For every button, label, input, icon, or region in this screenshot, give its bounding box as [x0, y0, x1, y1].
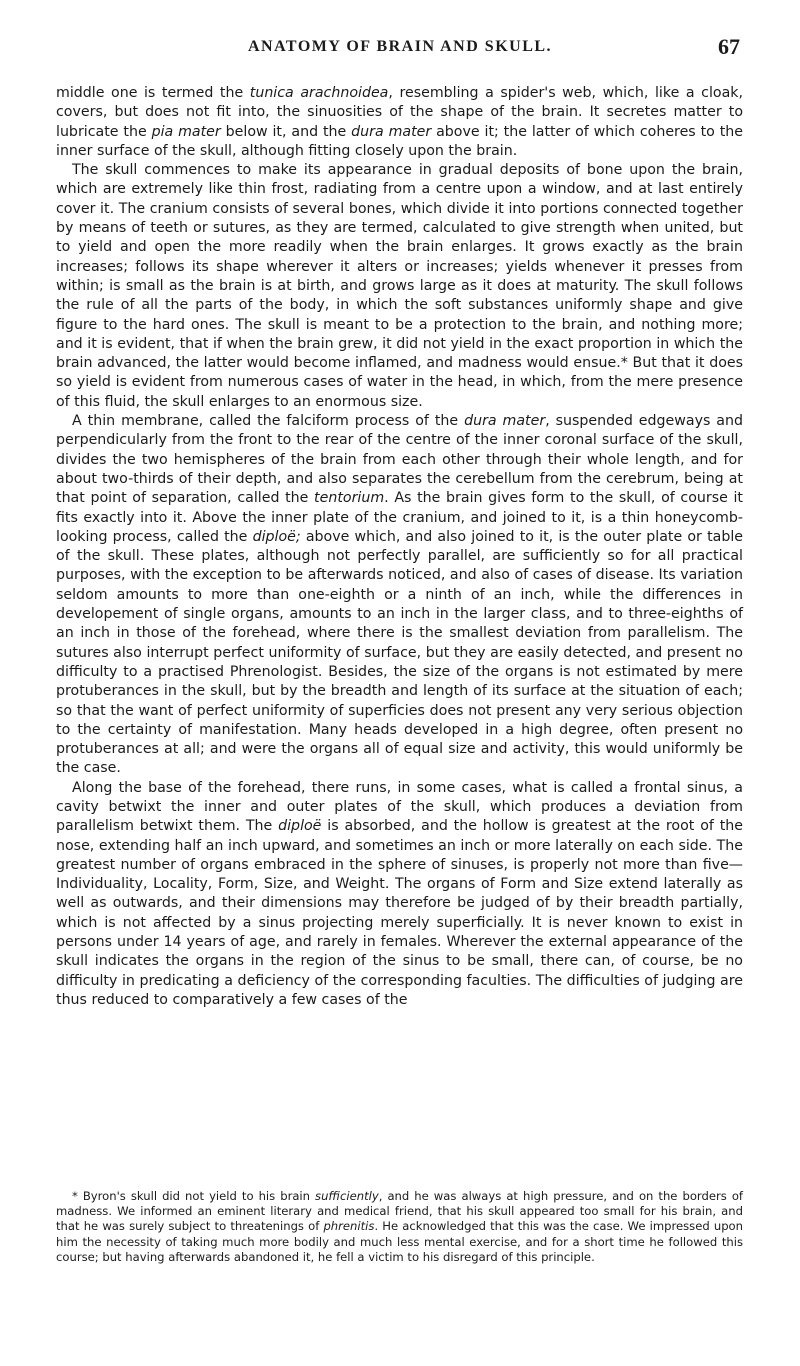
italic-term: sufficiently: [315, 1189, 379, 1203]
text-run: . As the brain gives form to the skull, of course it fits exactly into it. Above the inner plate of the cranium, and joined to it, is a thin honeycomb-looking process, called the: [56, 490, 743, 545]
paragraph: [56, 84, 743, 161]
italic-term: dura mater: [351, 123, 432, 140]
running-title: ANATOMY OF BRAIN AND SKULL.: [247, 38, 553, 55]
footnote-text: [56, 1189, 743, 1265]
paragraph: [56, 161, 743, 412]
italic-term: phrenitis: [323, 1219, 375, 1234]
footnote: [56, 1189, 743, 1265]
text-run: , resembling a spider's web, which, like a cloak, covers, but does not fit into, the sinuosities of the shape of the brain. It secretes matter to lubricate the: [56, 85, 743, 140]
text-run: . He acknowledged that this was the case. We impressed upon him the necessity of taking much more bodily and much less mental exercise, and for a short time he followed this course; but having afterwards abandoned it, he fell a victim to his disregard of this principle.: [56, 1219, 743, 1264]
text-run: The skull commences to make its appearance in gradual deposits of bone upon the brain, which are extremely like thin frost, radiating from a centre upon a window, and at last entirely cover it. The cranium consists of several bones, which divide it into portions connected together by means of teeth or sutures, as they are termed, calculated to give strength when united, but to yield and open the more readily when the brain enlarges. It grows exactly as the brain increases; follows its shape wherever it alters or increases; yields whenever it presses from within; is small as the brain is at birth, and grows large as it does at maturity. The skull follows the rule of all the parts of the body, in which the soft substances uniformly shape and give figure to the hard ones. The skull is meant to be a protection to the brain, and nothing more; and it is evident, that if when the brain grew, it did not yield in the exact proportion in which the brain advanced, the latter would become inflamed, and madness would ensue.* But that it does so yield is evident from numerous cases of water in the head, in which, from the mere presence of this fluid, the skull enlarges to an enormous size.: [56, 162, 743, 410]
body-text: [56, 84, 743, 1010]
text-run: above which, and also joined to it, is the outer plate or table of the skull. These plates, although not perfectly parallel, are sufficiently so for all practical purposes, with the exception to be afterwards noticed, and also of cases of disease. Its variation seldom amounts to more than one-eighth or a ninth of an inch, while the differences in developement of single organs, amounts to an inch in the larger class, and to three-eighths of an inch in those of the forehead, where there is the smallest deviation from parallelism. The sutures also interrupt perfect uniformity of surface, but they are easily detected, and present no difficulty to a practised Phrenologist. Besides, the size of the organs is not estimated by mere protuberances in the skull, but by the breadth and length of its surface at the situation of each; so that the want of perfect uniformity of superficies does not present any very serious objection to the certainty of manifestation. Many heads developed in a high degree, often present no protuberances at all; and were the organs all of equal size and activity, this would uniformly be the case.: [56, 528, 743, 777]
paragraph: [56, 779, 743, 1011]
italic-term: dura mater: [464, 413, 546, 430]
text-run: * Byron's skull did not yield to his brain: [72, 1189, 316, 1203]
italic-term: tunica arachnoidea: [249, 85, 389, 101]
text-run: , and he was always at high pressure, and on the borders of madness. We informed an eminent literary and medical friend, that his skull appeared too small for his brain, and that he was surely subject to threatenings of: [56, 1189, 743, 1234]
text-run: , suspended edgeways and perpendicularly from the front to the rear of the centre of the inner coronal surface of the skull, divides the two hemispheres of the brain from each other through their whole length, and for about two-thirds of their depth, and also separates the cerebellum from the cerebrum, being at that point of separation, called the: [56, 413, 743, 507]
text-run: below it, and the: [220, 123, 352, 140]
page-number: 67: [718, 34, 740, 59]
text-run: Along the base of the forehead, there runs, in some cases, what is called a frontal sinus, a cavity betwixt the inner and outer plates of the skull, which produces a deviation from parallelism betwixt them. The: [56, 779, 743, 835]
page-header: [60, 34, 740, 64]
text-run: is absorbed, and the hollow is greatest at the root of the nose, extending half an inch upward, and sometimes an inch or more laterally on each side. The greatest number of organs embraced in the sphere of sinuses, is properly not more than five—Individuality, Locality, Form, Size, and Weight. The organs of Form and Size extend laterally as well as outwards, and their dimensions may therefore be judged of by their breadth partially, which is not affected by a sinus projecting merely superficially. It is never known to exist in persons under 14 years of age, and rarely in females. Wherever the external appearance of the skull indicates the organs in the region of the sinus to be small, there can, of course, be no difficulty in predicating a deficiency of the corresponding faculties. The difficulties of judging are thus reduced to comparatively a few cases of the: [56, 818, 743, 1008]
text-run: middle one is termed the: [56, 85, 250, 101]
italic-term: pia mater: [151, 123, 221, 140]
paragraph: [56, 412, 743, 779]
italic-term: diploë;: [252, 528, 301, 545]
italic-term: tentorium: [314, 490, 385, 507]
text-run: A thin membrane, called the falciform process of the: [72, 413, 465, 430]
italic-term: diploë: [278, 818, 322, 835]
text-run: above it; the latter of which coheres to the inner surface of the skull, although fitting closely upon the brain.: [56, 123, 743, 159]
